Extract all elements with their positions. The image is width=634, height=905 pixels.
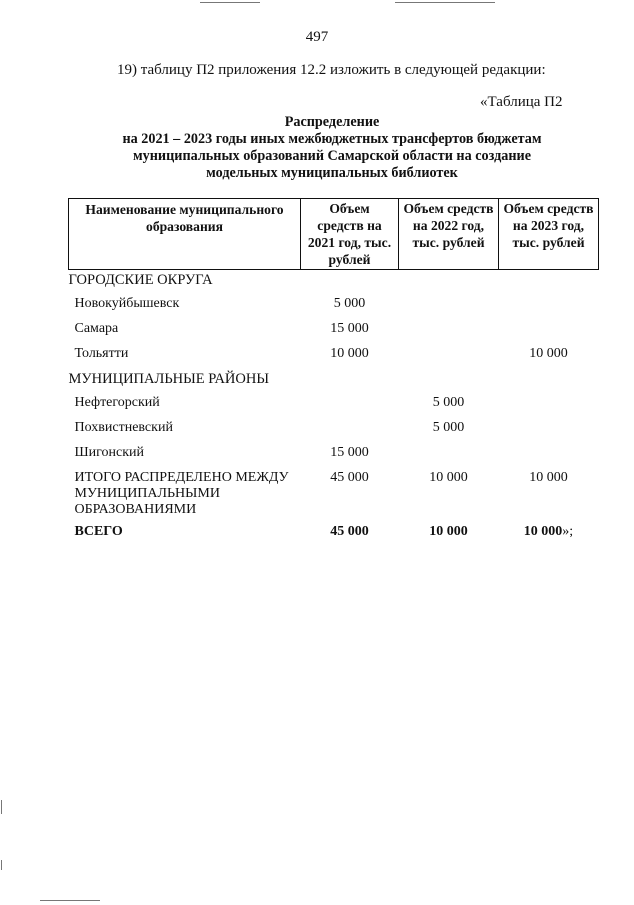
header-2021: Объем средств на 2021 год, тыс. рублей — [301, 199, 399, 270]
header-2022: Объем средств на 2022 год, тыс. рублей — [399, 199, 499, 270]
value-2023: 10 000 — [529, 346, 568, 361]
municipality-name: Самара — [74, 321, 119, 336]
value-2022: 5 000 — [432, 395, 465, 410]
table-row — [69, 294, 599, 319]
value-2023 — [499, 443, 599, 468]
title-line: муниципальных образований Самарской области на создание — [133, 148, 531, 164]
table-header-row — [69, 199, 599, 270]
grand-total-label: ВСЕГО — [74, 524, 123, 539]
value-2023-cell — [499, 520, 599, 540]
section-row-urban — [69, 270, 599, 295]
value-2023 — [499, 418, 599, 443]
value-2022: 10 000 — [429, 470, 468, 485]
section-row-districts — [69, 369, 599, 393]
title-line: на 2021 – 2023 годы иных межбюджетных трансфертов бюджетам — [122, 131, 542, 147]
municipality-name: Тольятти — [74, 346, 129, 361]
value-2022 — [399, 294, 499, 319]
value-2021: 45 000 — [330, 470, 369, 485]
table-row — [69, 418, 599, 443]
value-2021: 15 000 — [330, 321, 369, 336]
value-2023 — [499, 319, 599, 344]
value-2023: 10 000 — [529, 470, 568, 485]
value-2021 — [301, 418, 399, 443]
section-title: ГОРОДСКИЕ ОКРУГА — [68, 272, 213, 288]
total-label: ИТОГО РАСПРЕДЕЛЕНО МЕЖДУ МУНИЦИПАЛЬНЫМИ ОБРАЗОВАНИЯМИ — [74, 470, 289, 517]
scan-edge-mark — [1, 800, 2, 814]
title-line: Распределение — [284, 114, 380, 130]
scan-edge-mark — [200, 2, 260, 3]
municipality-name: Нефтегорский — [74, 395, 160, 410]
title-line: модельных муниципальных библиотек — [206, 165, 458, 181]
value-2021: 10 000 — [330, 346, 369, 361]
value-2021: 15 000 — [330, 445, 369, 460]
scan-edge-mark — [1, 860, 2, 870]
scan-edge-mark — [40, 900, 100, 901]
municipality-name: Похвистневский — [74, 420, 173, 435]
value-2022: 5 000 — [432, 420, 465, 435]
distribution-table — [68, 198, 599, 540]
scan-edge-mark — [395, 2, 495, 3]
municipality-name: Шигонский — [74, 445, 145, 460]
table-reference: «Таблица П2 — [480, 94, 563, 110]
value-2021: 5 000 — [333, 296, 366, 311]
section-title: МУНИЦИПАЛЬНЫЕ РАЙОНЫ — [68, 371, 269, 387]
table-title — [60, 114, 604, 182]
header-municipality: Наименование муниципального образования — [69, 199, 301, 270]
value-2022 — [399, 319, 499, 344]
table-row — [69, 319, 599, 344]
table-row — [69, 443, 599, 468]
page-number: 497 — [305, 29, 329, 45]
value-2022 — [399, 344, 499, 369]
value-2023 — [499, 393, 599, 418]
table-row — [69, 393, 599, 418]
value-2023: 10 000 — [523, 524, 563, 539]
value-2021 — [301, 393, 399, 418]
value-2021: 45 000 — [330, 524, 369, 539]
value-2022: 10 000 — [429, 524, 468, 539]
table-row — [69, 344, 599, 369]
value-2023 — [499, 294, 599, 319]
instruction-text: 19) таблицу П2 приложения 12.2 изложить в следующей редакции: — [117, 62, 546, 78]
closing-quote: »; — [562, 524, 574, 539]
header-2023: Объем средств на 2023 год, тыс. рублей — [499, 199, 599, 270]
total-distributed-row — [69, 468, 599, 520]
grand-total-row — [69, 520, 599, 540]
municipality-name: Новокуйбышевск — [74, 296, 180, 311]
value-2022 — [399, 443, 499, 468]
